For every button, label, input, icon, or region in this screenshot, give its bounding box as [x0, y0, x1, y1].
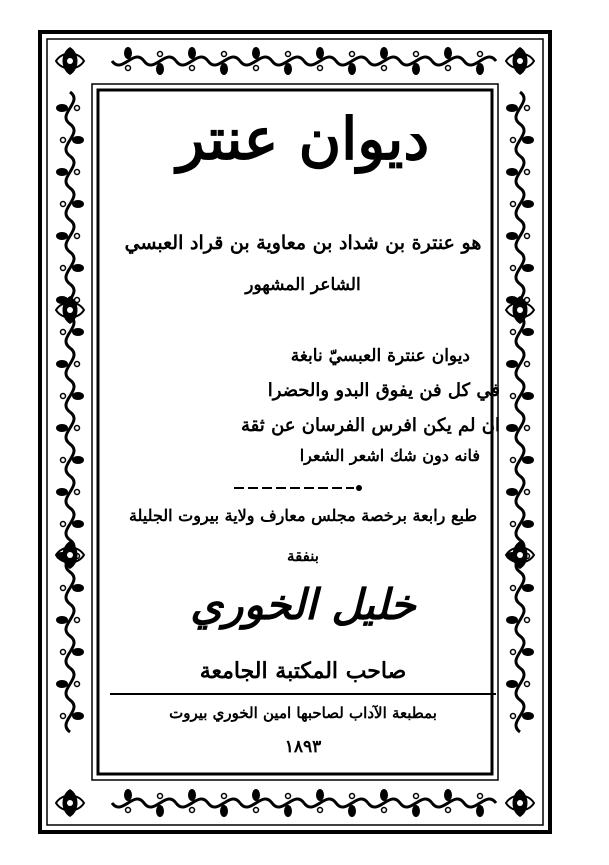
- book-title: ديوان عنتر: [176, 105, 430, 173]
- printing-license-note: طبع رابعة برخصة مجلس معارف ولاية بيروت الجليلة: [128, 506, 478, 525]
- publication-year: ١٨٩٣: [284, 737, 322, 757]
- dash-ornament: [234, 482, 364, 494]
- printing-press: بمطبعة الآداب لصاحبها امين الخوري بيروت: [169, 704, 437, 722]
- verse-line: ديوان عنترة العبسيّ نابغة: [290, 346, 470, 366]
- publisher-role: صاحب المكتبة الجامعة: [199, 658, 407, 684]
- author-epithet: الشاعر المشهور: [245, 275, 361, 295]
- verse-line: فانه دون شك اشعر الشعرا: [299, 446, 480, 465]
- verse-line: في كل فن يفوق البدو والحضرا: [267, 380, 500, 401]
- funded-by-label: بنفقة: [287, 547, 319, 565]
- publisher-name: خليل الخوري: [190, 580, 416, 629]
- title-content: [106, 105, 500, 800]
- divider-rule: [110, 693, 496, 695]
- verse-line: ان لم يكن افرس الفرسان عن ثقة: [241, 415, 500, 436]
- author-lineage: هو عنترة بن شداد بن معاوية بن قراد العبسي: [124, 232, 482, 254]
